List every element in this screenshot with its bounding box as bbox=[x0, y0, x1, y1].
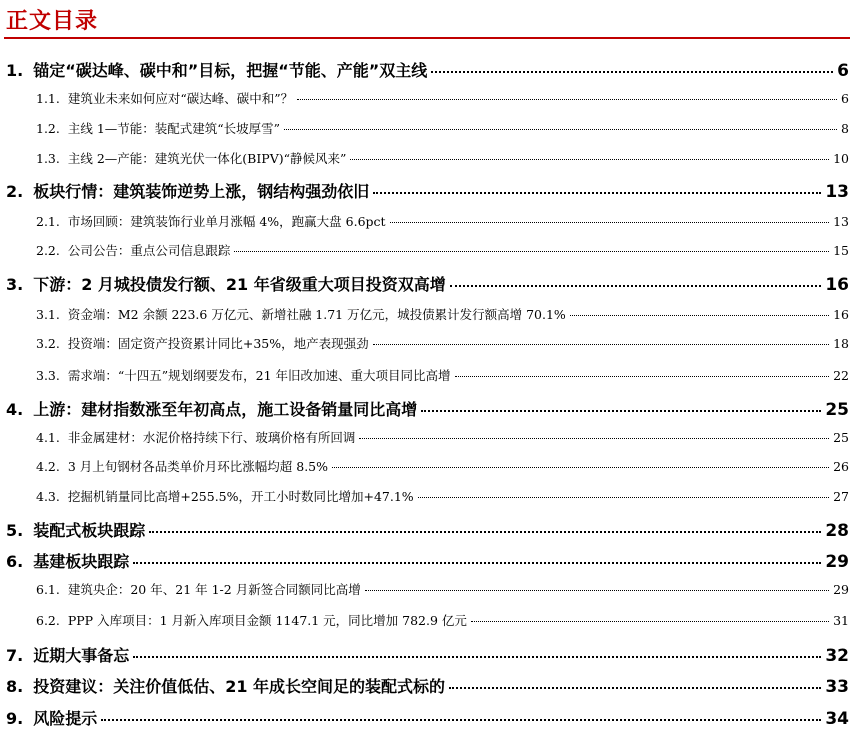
toc-dot-leader bbox=[332, 467, 829, 468]
toc-dot-leader bbox=[373, 192, 821, 194]
toc-page-number: 34 bbox=[825, 709, 849, 729]
toc-chapter-entry[interactable] bbox=[6, 643, 849, 666]
toc-entry-number: 9. bbox=[6, 709, 24, 728]
toc-entry-number: 8. bbox=[6, 677, 24, 696]
toc-entry-number: 4.3. bbox=[36, 489, 60, 504]
toc-chapter-entry[interactable] bbox=[6, 397, 849, 420]
toc-chapter-entry[interactable] bbox=[6, 549, 849, 572]
toc-entry-number: 4.2. bbox=[36, 459, 60, 474]
toc-section-entry[interactable] bbox=[36, 89, 849, 107]
toc-page-number: 29 bbox=[825, 552, 849, 572]
toc-dot-leader bbox=[365, 590, 829, 591]
toc-entry-number: 3. bbox=[6, 275, 24, 294]
toc-entry-number: 1.3. bbox=[36, 151, 60, 166]
toc-entry-number: 1. bbox=[6, 61, 24, 80]
toc-dot-leader bbox=[359, 438, 829, 439]
toc-dot-leader bbox=[450, 285, 822, 287]
toc-entry-number: 1.2. bbox=[36, 121, 60, 136]
toc-entry-title: 主线 1—节能：装配式建筑“长坡厚雪” bbox=[67, 121, 281, 136]
page-title: 正文目录 bbox=[6, 9, 99, 34]
toc-dot-leader bbox=[390, 222, 830, 223]
toc-entry-number: 6.1. bbox=[36, 582, 60, 597]
toc-page-number: 10 bbox=[833, 151, 849, 166]
toc-chapter-entry[interactable] bbox=[6, 674, 849, 697]
toc-entry-title: 下游：2 月城投债发行额、21 年省级重大项目投资双高增 bbox=[33, 275, 446, 294]
toc-entry-title: 装配式板块跟踪 bbox=[33, 521, 146, 540]
toc-entry-number: 3.3. bbox=[36, 368, 60, 383]
toc-entry-title: 挖掘机销量同比高增+255.5%，开工小时数同比增加+47.1% bbox=[67, 489, 414, 504]
toc-chapter-entry[interactable] bbox=[6, 58, 849, 81]
toc-page-number: 33 bbox=[825, 677, 849, 697]
toc-entry-title: 上游：建材指数涨至年初高点，施工设备销量同比高增 bbox=[33, 400, 418, 419]
toc-page-number: 28 bbox=[825, 521, 849, 541]
toc-section-entry[interactable] bbox=[36, 241, 849, 259]
toc-entry-title: 投资端：固定资产投资累计同比+35%，地产表现强劲 bbox=[67, 336, 369, 351]
toc-chapter-entry[interactable] bbox=[6, 518, 849, 541]
toc-entry-title: 风险提示 bbox=[33, 709, 98, 728]
toc-entry-number: 7. bbox=[6, 646, 24, 665]
toc-entry-title: 板块行情：建筑装饰逆势上涨，钢结构强劲依旧 bbox=[33, 182, 370, 201]
toc-dot-leader bbox=[149, 531, 821, 533]
toc-page-number: 25 bbox=[825, 400, 849, 420]
toc-section-entry[interactable] bbox=[36, 119, 849, 137]
toc-entry-title: 需求端：“十四五”规划纲要发布，21 年旧改加速、重大项目同比高增 bbox=[67, 368, 451, 383]
toc-entry-number: 5. bbox=[6, 521, 24, 540]
toc-section-entry[interactable] bbox=[36, 366, 849, 384]
toc-entry-number: 4.1. bbox=[36, 430, 60, 445]
toc-dot-leader bbox=[570, 315, 829, 316]
toc-chapter-entry[interactable] bbox=[6, 706, 849, 729]
toc-dot-leader bbox=[431, 71, 833, 73]
toc-section-entry[interactable] bbox=[36, 305, 849, 323]
toc-entry-title: 锚定“碳达峰、碳中和”目标，把握“节能、产能”双主线 bbox=[33, 61, 428, 80]
toc-entry-number: 6.2. bbox=[36, 613, 60, 628]
toc-dot-leader bbox=[421, 410, 821, 412]
toc-page-number: 27 bbox=[833, 489, 849, 504]
toc-entry-number: 6. bbox=[6, 552, 24, 571]
toc-dot-leader bbox=[418, 497, 829, 498]
toc-entry-title: 市场回顾：建筑装饰行业单月涨幅 4%，跑赢大盘 6.6pct bbox=[67, 214, 386, 229]
toc-page-number: 15 bbox=[833, 243, 849, 258]
toc-page-number: 13 bbox=[833, 214, 849, 229]
toc-entry-title: 主线 2—产能：建筑光伏一体化(BIPV)“静候风来” bbox=[67, 151, 347, 166]
toc-page-number: 22 bbox=[833, 368, 849, 383]
toc-entry-number: 2.2. bbox=[36, 243, 60, 258]
toc-entry-number: 2.1. bbox=[36, 214, 60, 229]
toc-dot-leader bbox=[471, 621, 829, 622]
toc-dot-leader bbox=[234, 251, 829, 252]
toc-section-entry[interactable] bbox=[36, 580, 849, 598]
toc-entry-title: 非金属建材：水泥价格持续下行、玻璃价格有所回调 bbox=[67, 430, 356, 445]
toc-section-entry[interactable] bbox=[36, 149, 849, 167]
toc-page-number: 6 bbox=[841, 91, 849, 106]
toc-dot-leader bbox=[284, 129, 837, 130]
toc-page-number: 32 bbox=[825, 646, 849, 666]
toc-section-entry[interactable] bbox=[36, 457, 849, 475]
toc-entry-title: PPP 入库项目：1 月新入库项目金额 1147.1 元，同比增加 782.9 亿元 bbox=[67, 613, 467, 628]
toc-entry-number: 3.2. bbox=[36, 336, 60, 351]
toc-section-entry[interactable] bbox=[36, 487, 849, 505]
toc-page-number: 29 bbox=[833, 582, 849, 597]
toc-page-number: 6 bbox=[837, 61, 849, 81]
toc-dot-leader bbox=[133, 562, 821, 564]
toc-dot-leader bbox=[373, 344, 829, 345]
toc-section-entry[interactable] bbox=[36, 611, 849, 629]
toc-page-number: 26 bbox=[833, 459, 849, 474]
toc-page-number: 13 bbox=[825, 182, 849, 202]
toc-entry-title: 资金端：M2 余额 223.6 万亿元、新增社融 1.71 万亿元，城投债累计发行额高增 70.1% bbox=[67, 307, 566, 322]
toc-dot-leader bbox=[101, 719, 821, 721]
toc-dot-leader bbox=[133, 656, 821, 658]
toc-chapter-entry[interactable] bbox=[6, 272, 849, 295]
toc-dot-leader bbox=[449, 687, 821, 689]
toc-entry-title: 投资建议：关注价值低估、21 年成长空间足的装配式标的 bbox=[33, 677, 446, 696]
toc-section-entry[interactable] bbox=[36, 212, 849, 230]
toc-entry-title: 建筑央企：20 年、21 年 1-2 月新签合同额同比高增 bbox=[67, 582, 361, 597]
toc-dot-leader bbox=[455, 376, 830, 377]
toc-page-number: 8 bbox=[841, 121, 849, 136]
toc-section-entry[interactable] bbox=[36, 334, 849, 352]
toc-entry-title: 公司公告：重点公司信息跟踪 bbox=[67, 243, 231, 258]
toc-page-number: 25 bbox=[833, 430, 849, 445]
toc-dot-leader bbox=[297, 99, 837, 100]
toc-entry-number: 3.1. bbox=[36, 307, 60, 322]
toc-entry-number: 4. bbox=[6, 400, 24, 419]
toc-page-number: 16 bbox=[833, 307, 849, 322]
toc-entry-title: 近期大事备忘 bbox=[33, 646, 130, 665]
toc-entry-number: 1.1. bbox=[36, 91, 60, 106]
toc-page-number: 18 bbox=[833, 336, 849, 351]
toc-entry-number: 2. bbox=[6, 182, 24, 201]
toc-chapter-entry[interactable] bbox=[6, 179, 849, 202]
toc-section-entry[interactable] bbox=[36, 428, 849, 446]
toc-page-number: 16 bbox=[825, 275, 849, 295]
toc-page-number: 31 bbox=[833, 613, 849, 628]
toc-dot-leader bbox=[350, 159, 829, 160]
toc-entry-title: 3 月上旬钢材各品类单价月环比涨幅均超 8.5% bbox=[67, 459, 329, 474]
toc-entry-title: 基建板块跟踪 bbox=[33, 552, 130, 571]
toc-entry-title: 建筑业未来如何应对“碳达峰、碳中和”？ bbox=[67, 91, 294, 106]
